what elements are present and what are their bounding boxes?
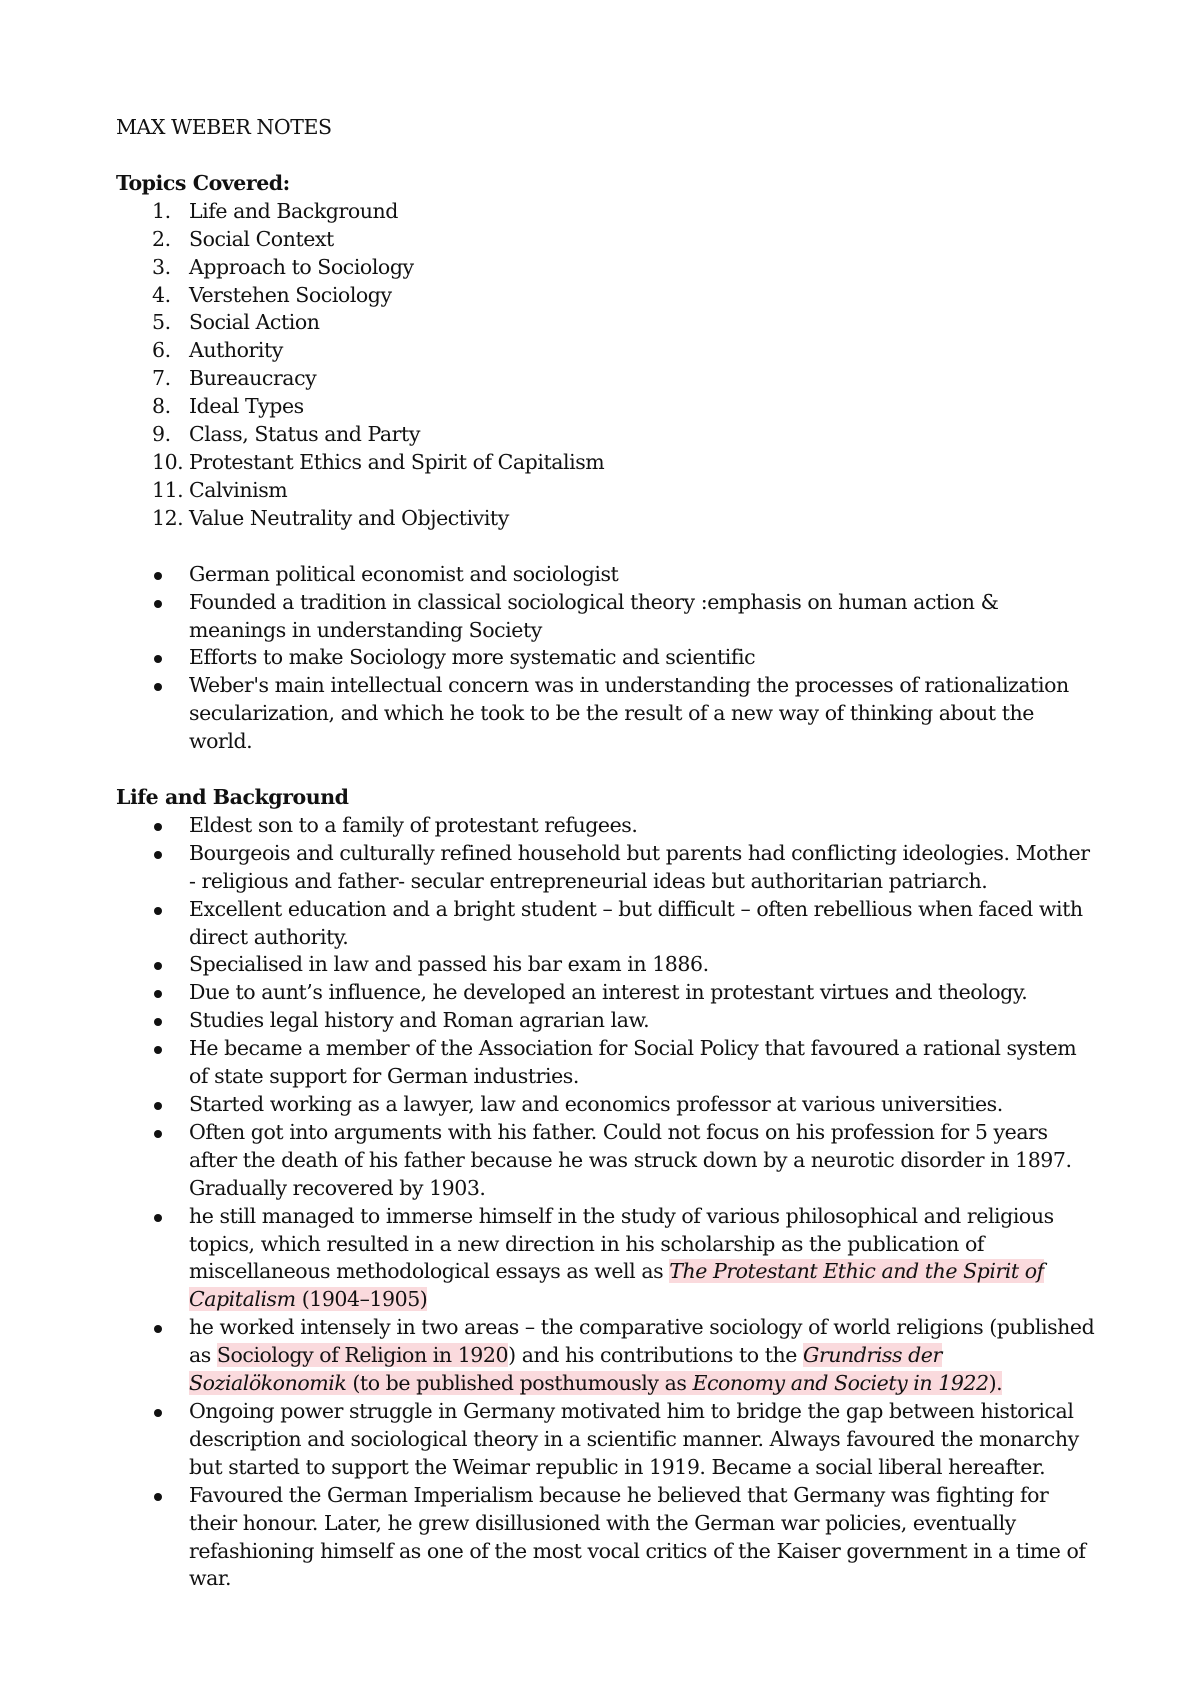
intro-bullet: Founded a tradition in classical sociological theory :emphasis on human action & meanings in understanding Society xyxy=(116,589,1096,645)
life-heading: Life and Background xyxy=(116,785,349,810)
life-bullet-list xyxy=(116,812,1096,1593)
highlighted-text: (to be published posthumously as xyxy=(346,1371,693,1396)
list-number: 11. xyxy=(152,477,184,502)
topic-item xyxy=(116,505,1096,533)
life-bullet: Ongoing power struggle in Germany motivated him to bridge the gap between historical description and sociological theory in a scientific manner. Always favoured the monarchy but started to support the Weimar republic in 1919. Became a social liberal hereafter. xyxy=(116,1398,1096,1482)
list-number: 9. xyxy=(152,422,171,447)
topic-text: Social Context xyxy=(189,226,334,251)
life-bullet xyxy=(116,1314,1096,1398)
list-number: 2. xyxy=(152,226,171,251)
intro-bullet: Efforts to make Sociology more systematic and scientific xyxy=(116,644,1096,672)
spacer xyxy=(116,756,1096,784)
bullet-text: ) and his contributions to the xyxy=(508,1343,804,1368)
list-number: 8. xyxy=(152,394,171,419)
list-number: 5. xyxy=(152,310,171,335)
topic-item xyxy=(116,226,1096,254)
highlighted-book-title: The Protestant Ethic and the Spirit of Capitalism xyxy=(189,1259,1044,1312)
topic-text: Protestant Ethics and Spirit of Capitalism xyxy=(189,449,605,474)
topics-list xyxy=(116,198,1096,533)
life-bullet: Favoured the German Imperialism because he believed that Germany was fighting for their honour. Later, he grew disillusioned with the German war policies, eventually refashioning himself as one of the most vocal critics of the Kaiser government in a time of war. xyxy=(116,1482,1096,1594)
list-number: 6. xyxy=(152,338,171,363)
life-bullet: Started working as a lawyer, law and economics professor at various universities. xyxy=(116,1091,1096,1119)
highlighted-text: (1904–1905) xyxy=(295,1287,428,1312)
life-bullet: He became a member of the Association for Social Policy that favoured a rational system of state support for German industries. xyxy=(116,1035,1096,1091)
topic-text: Authority xyxy=(189,338,283,363)
topic-text: Life and Background xyxy=(189,198,398,223)
topics-heading: Topics Covered: xyxy=(116,170,290,195)
topic-text: Ideal Types xyxy=(189,394,304,419)
list-number: 3. xyxy=(152,254,171,279)
life-bullet xyxy=(116,1203,1096,1315)
highlighted-book-title: Economy and Society in 1922 xyxy=(692,1371,989,1396)
document-body xyxy=(116,114,1096,1593)
list-number: 4. xyxy=(152,282,171,307)
topic-item xyxy=(116,449,1096,477)
topic-text: Verstehen Sociology xyxy=(189,282,392,307)
life-bullet: Studies legal history and Roman agrarian law. xyxy=(116,1007,1096,1035)
topic-text: Approach to Sociology xyxy=(189,254,414,279)
spacer xyxy=(116,533,1096,561)
document-title: MAX WEBER NOTES xyxy=(116,115,332,139)
topic-item xyxy=(116,421,1096,449)
topic-item xyxy=(116,309,1096,337)
list-number: 7. xyxy=(152,366,171,391)
intro-bullet: Weber's main intellectual concern was in understanding the processes of rationalization secularization, and which he took to be the result of a new way of thinking about the world. xyxy=(116,672,1096,756)
highlighted-text: ). xyxy=(988,1371,1003,1396)
topic-text: Value Neutrality and Objectivity xyxy=(189,505,509,530)
list-number: 10. xyxy=(152,449,184,474)
highlighted-text: Sociology of Religion in 1920 xyxy=(216,1343,509,1368)
life-bullet: Often got into arguments with his father. Could not focus on his profession for 5 years after the death of his father because he was struck down by a neurotic disorder in 1897. Gradually recovered by 1903. xyxy=(116,1119,1096,1203)
topic-text: Social Action xyxy=(189,310,320,335)
topic-text: Class, Status and Party xyxy=(189,422,420,447)
intro-bullet: German political economist and sociologist xyxy=(116,561,1096,589)
topic-text: Calvinism xyxy=(189,477,288,502)
topic-item xyxy=(116,254,1096,282)
topic-item xyxy=(116,282,1096,310)
life-bullet: Specialised in law and passed his bar exam in 1886. xyxy=(116,951,1096,979)
topic-item xyxy=(116,477,1096,505)
topic-item xyxy=(116,393,1096,421)
bullet-text: he still managed to immerse himself in the study of various philosophical and religious topics, which resulted in a new direction in his scholarship as the publication of miscellaneous methodological essays as well as xyxy=(189,1203,1054,1284)
list-number: 12. xyxy=(152,505,184,530)
topic-item xyxy=(116,198,1096,226)
topic-item xyxy=(116,337,1096,365)
highlighted-book-title: Grundriss der Sozialökonomik xyxy=(189,1343,942,1396)
intro-bullet-list xyxy=(116,561,1096,756)
bullet-text: he worked intensely in two areas – the comparative sociology of world religions (published as xyxy=(189,1315,1095,1368)
topic-item xyxy=(116,365,1096,393)
life-bullet: Due to aunt’s influence, he developed an interest in protestant virtues and theology. xyxy=(116,979,1096,1007)
topic-text: Bureaucracy xyxy=(189,366,317,391)
life-bullet: Eldest son to a family of protestant refugees. xyxy=(116,812,1096,840)
list-number: 1. xyxy=(152,198,171,223)
life-bullet: Excellent education and a bright student – but difficult – often rebellious when faced with direct authority. xyxy=(116,896,1096,952)
life-bullet: Bourgeois and culturally refined household but parents had conflicting ideologies. Mother - religious and father- secular entrepreneurial ideas but authoritarian patriarch. xyxy=(116,840,1096,896)
